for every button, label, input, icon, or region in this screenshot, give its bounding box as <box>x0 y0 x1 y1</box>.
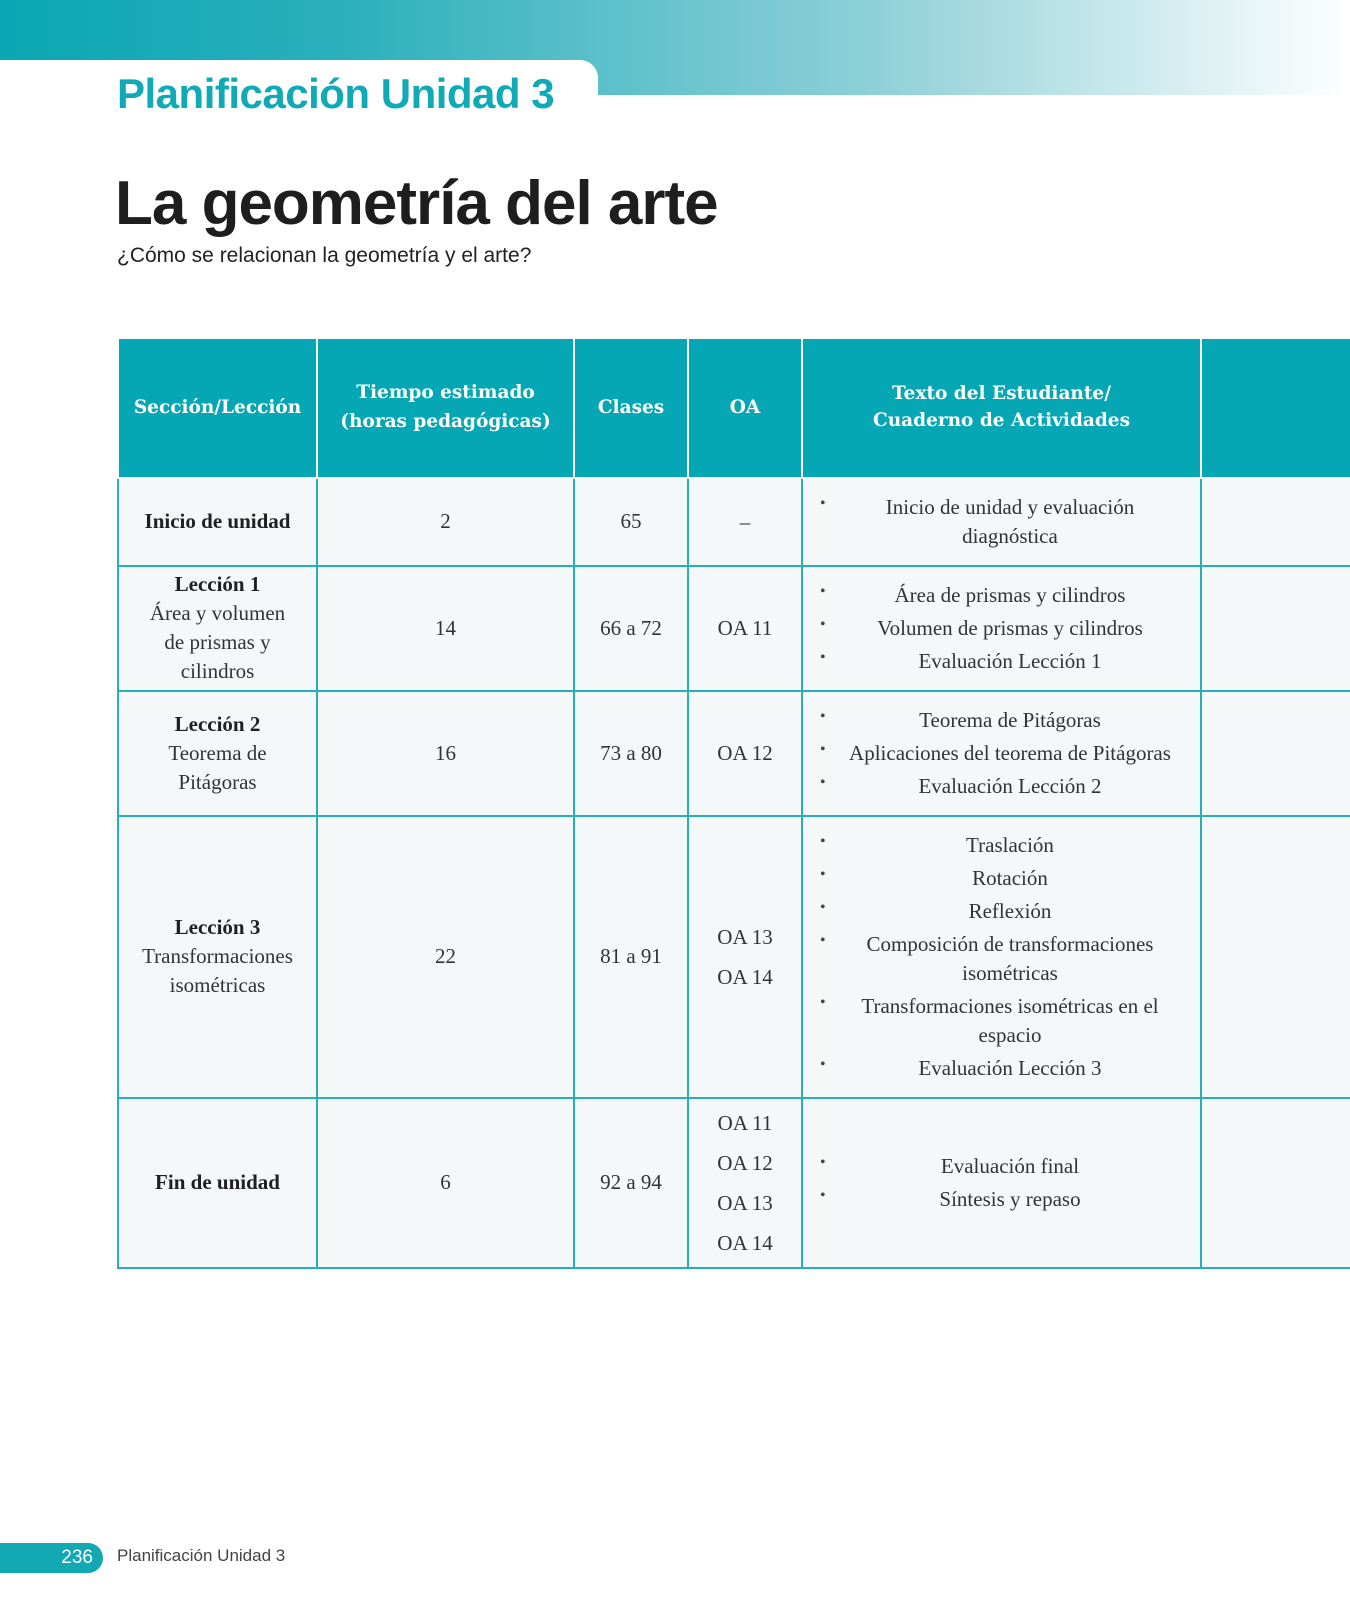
time-cell: 6 <box>317 1098 574 1268</box>
lesson-name: Lección 2 <box>174 711 261 736</box>
lesson-description: Transformaciones isométricas <box>142 944 293 998</box>
content-item: • Aplicaciones del teorema de Pitágoras <box>819 739 1182 768</box>
table-header-row <box>118 338 1350 478</box>
table-row <box>118 1098 1350 1268</box>
content-item: • Evaluación Lección 1 <box>819 647 1182 676</box>
oa-item: OA 12 <box>717 1150 773 1175</box>
planning-table <box>117 337 1350 1269</box>
content-item: • Rotación <box>819 864 1182 893</box>
page-title: La geometría del arte <box>115 169 718 238</box>
extra-cell <box>1201 816 1350 1098</box>
extra-cell <box>1201 566 1350 691</box>
oa-item: OA 13 <box>717 924 773 949</box>
classes-cell: 66 a 72 <box>574 566 688 691</box>
content-item: • Síntesis y repaso <box>819 1185 1182 1214</box>
classes-cell: 92 a 94 <box>574 1098 688 1268</box>
page-number: 236 <box>0 1543 103 1573</box>
column-header: Clases <box>574 338 688 478</box>
oa-cell <box>688 566 802 691</box>
table-row <box>118 478 1350 566</box>
oa-item: OA 11 <box>717 1110 773 1135</box>
column-header: Texto del Estudiante/ Cuaderno de Actividades <box>802 338 1201 478</box>
table-row <box>118 816 1350 1098</box>
section-name: Fin de unidad <box>155 1170 280 1195</box>
lesson-name: Lección 1 <box>174 572 261 597</box>
lesson-description: Teorema de Pitágoras <box>168 740 267 794</box>
time-cell: 22 <box>317 816 574 1098</box>
content-item: • Traslación <box>819 831 1182 860</box>
time-cell: 2 <box>317 478 574 566</box>
column-header <box>1201 338 1350 478</box>
footer-label: Planificación Unidad 3 <box>117 1546 286 1565</box>
content-cell <box>802 691 1201 816</box>
oa-item: OA 14 <box>717 964 773 989</box>
section-cell <box>118 478 317 566</box>
lesson-description: Área y volumen de prismas y cilindros <box>149 601 286 684</box>
classes-cell: 81 a 91 <box>574 816 688 1098</box>
oa-item: OA 13 <box>717 1190 773 1215</box>
extra-cell <box>1201 478 1350 566</box>
time-cell: 16 <box>317 691 574 816</box>
section-cell <box>118 691 317 816</box>
header-label: Planificación Unidad 3 <box>117 70 555 117</box>
oa-cell <box>688 478 802 566</box>
table-row <box>118 691 1350 816</box>
content-item: • Composición de transformaciones isométricas <box>819 930 1182 988</box>
oa-cell <box>688 1098 802 1268</box>
table-row <box>118 566 1350 691</box>
content-item: • Volumen de prismas y cilindros <box>819 614 1182 643</box>
oa-item: OA 12 <box>717 741 773 766</box>
column-header: Sección/Lección <box>118 338 317 478</box>
content-item: • Evaluación Lección 2 <box>819 772 1182 801</box>
oa-item: OA 14 <box>717 1230 773 1255</box>
content-cell <box>802 816 1201 1098</box>
section-cell <box>118 1098 317 1268</box>
content-cell <box>802 478 1201 566</box>
content-item: • Transformaciones isométricas en el espacio <box>819 992 1182 1050</box>
section-cell <box>118 816 317 1098</box>
content-item: • Inicio de unidad y evaluación diagnóstica <box>819 493 1182 551</box>
extra-cell <box>1201 691 1350 816</box>
oa-item: – <box>739 509 751 534</box>
content-cell <box>802 566 1201 691</box>
content-item: • Evaluación final <box>819 1152 1182 1181</box>
section-name: Inicio de unidad <box>144 509 291 534</box>
page-subtitle: ¿Cómo se relacionan la geometría y el arte? <box>117 244 532 267</box>
column-header: Tiempo estimado (horas pedagógicas) <box>317 338 574 478</box>
lesson-name: Lección 3 <box>174 915 261 940</box>
oa-cell <box>688 816 802 1098</box>
classes-cell: 73 a 80 <box>574 691 688 816</box>
content-item: • Teorema de Pitágoras <box>819 706 1182 735</box>
oa-cell <box>688 691 802 816</box>
content-cell <box>802 1098 1201 1268</box>
content-item: • Área de prismas y cilindros <box>819 581 1182 610</box>
content-item: • Reflexión <box>819 897 1182 926</box>
section-cell <box>118 566 317 691</box>
content-item: • Evaluación Lección 3 <box>819 1054 1182 1083</box>
time-cell: 14 <box>317 566 574 691</box>
oa-item: OA 11 <box>717 616 773 641</box>
extra-cell <box>1201 1098 1350 1268</box>
classes-cell: 65 <box>574 478 688 566</box>
column-header: OA <box>688 338 802 478</box>
